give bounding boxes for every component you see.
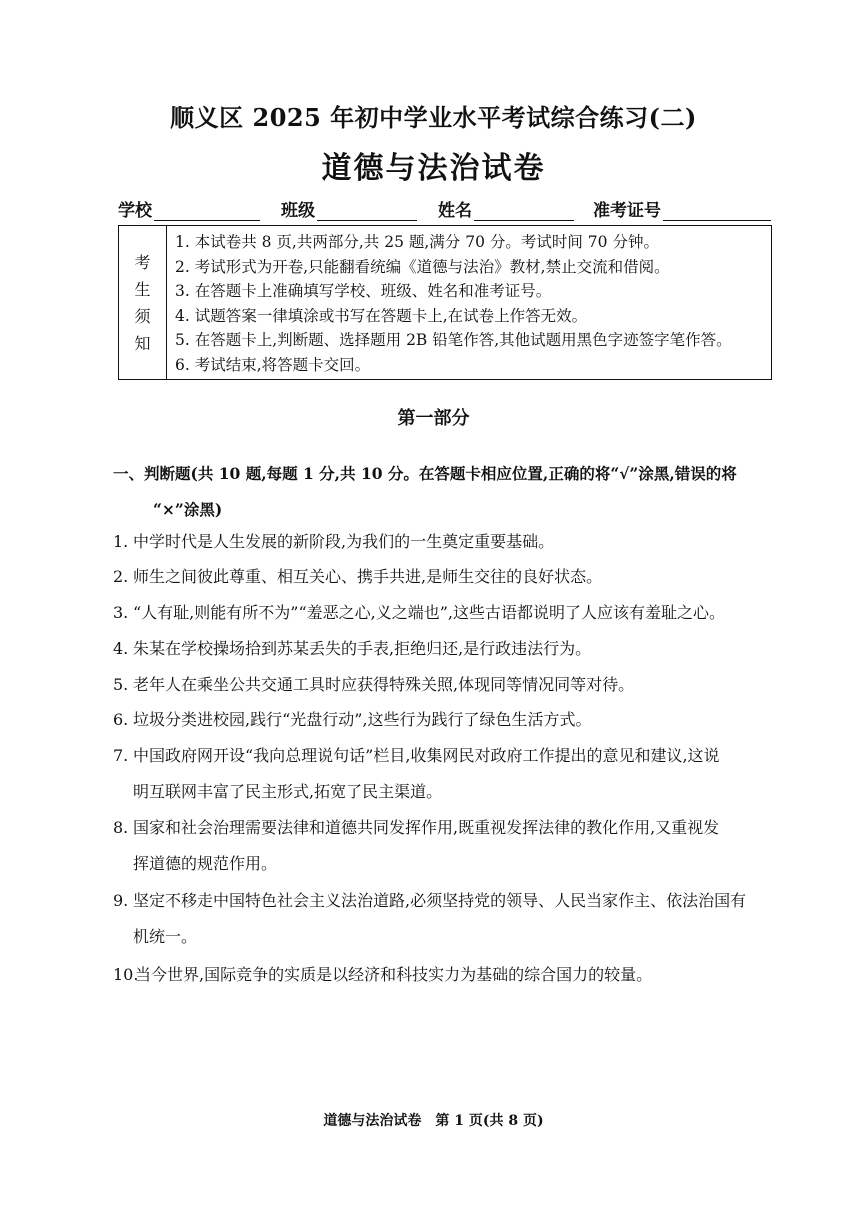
question-text: 朱某在学校操场拾到苏某丢失的手表,拒绝归还,是行政违法行为。 [133,639,592,658]
question-number: 3. [113,603,129,622]
school-label: 学校 [118,201,152,221]
notice-label-char: 生 [134,279,151,299]
question-number: 9. [113,891,129,910]
exam-notice-box [118,225,772,380]
question-number: 5. [113,675,129,694]
question-item [113,883,793,955]
question-number: 2. [113,567,129,586]
notice-item: 4. 试题答案一律填涂或书写在答题卡上,在试卷上作答无效。 [175,306,588,325]
exam-id-blank[interactable] [663,200,771,221]
part-title: 第一部分 [397,408,470,429]
exam-id-label: 准考证号 [593,201,661,221]
question-text-continued: 机统一。 [133,927,198,946]
question-number: 4. [113,639,129,658]
notice-item: 3. 在答题卡上准确填写学校、班级、姓名和准考证号。 [175,282,552,300]
question-text: 中国政府网开设“我向总理说句话”栏目,收集网民对政府工作提出的意见和建议,这说 [133,746,720,765]
notice-item: 5. 在答题卡上,判断题、选择题用 2B 铅笔作答,其他试题用黑色字迹签字笔作答。 [175,331,732,349]
class-field[interactable] [281,196,417,221]
question-item [113,702,793,738]
question-number: 1. [113,532,129,551]
question-number: 10. [113,965,139,984]
question-item [113,559,793,595]
class-label: 班级 [281,201,315,221]
question-text: 国家和社会治理需要法律和道德共同发挥作用,既重视发挥法律的教化作用,又重视发 [133,818,720,837]
question-item [113,667,793,703]
question-item [113,595,793,631]
name-label: 姓名 [438,201,472,221]
notice-label-char: 知 [134,333,151,353]
question-item [113,738,793,810]
school-field[interactable] [118,196,260,221]
question-text-continued: 明互联网丰富了民主形式,拓宽了民主渠道。 [133,782,443,801]
question-number: 7. [113,746,129,765]
question-item [113,524,793,560]
question-text: 师生之间彼此尊重、相互关心、携手共进,是师生交往的良好状态。 [133,567,603,586]
page-footer: 道德与法治试卷 第 1 页(共 8 页) [323,1113,544,1129]
question-number: 8. [113,818,129,837]
question-item [113,810,793,882]
notice-label [119,226,167,379]
notice-label-char: 须 [134,306,151,326]
section-heading-line: “×”涂黑) [153,500,223,519]
question-text: 当今世界,国际竞争的实质是以经济和科技实力为基础的综合国力的较量。 [135,965,653,984]
name-field[interactable] [438,196,574,221]
question-text-continued: 挥道德的规范作用。 [133,854,278,873]
school-blank[interactable] [154,200,260,221]
student-info-fields [118,196,778,222]
section-heading [113,456,793,528]
question-number: 6. [113,710,129,729]
notice-item: 2. 考试形式为开卷,只能翻看统编《道德与法治》教材,禁止交流和借阅。 [175,257,670,276]
notice-item: 1. 本试卷共 8 页,共两部分,共 25 题,满分 70 分。考试时间 70 分钟。 [175,233,659,251]
class-blank[interactable] [317,200,417,221]
section-heading-line: 一、判断题(共 10 题,每题 1 分,共 10 分。在答题卡相应位置,正确的将“√”涂黑,错误的将 [113,464,737,483]
question-item [113,631,793,667]
name-blank[interactable] [474,200,574,221]
question-item [113,957,793,993]
question-text: 老年人在乘坐公共交通工具时应获得特殊关照,体现同等情况同等对待。 [133,675,635,694]
exam-id-field[interactable] [593,196,771,221]
question-text: 坚定不移走中国特色社会主义法治道路,必须坚持党的领导、人民当家作主、依法治国有 [133,891,747,910]
exam-subtitle: 道德与法治试卷 [321,151,546,186]
exam-title: 顺义区 2025 年初中学业水平考试综合练习(二) [170,103,697,132]
notice-list [175,230,765,377]
question-text: “人有耻,则能有所不为”“羞恶之心,义之端也”,这些古语都说明了人应该有羞耻之心。 [133,603,725,622]
notice-item: 6. 考试结束,将答题卡交回。 [175,355,371,374]
question-text: 垃圾分类进校园,践行“光盘行动”,这些行为践行了绿色生活方式。 [133,710,592,729]
notice-label-char: 考 [134,252,151,272]
question-text: 中学时代是人生发展的新阶段,为我们的一生奠定重要基础。 [133,532,555,551]
